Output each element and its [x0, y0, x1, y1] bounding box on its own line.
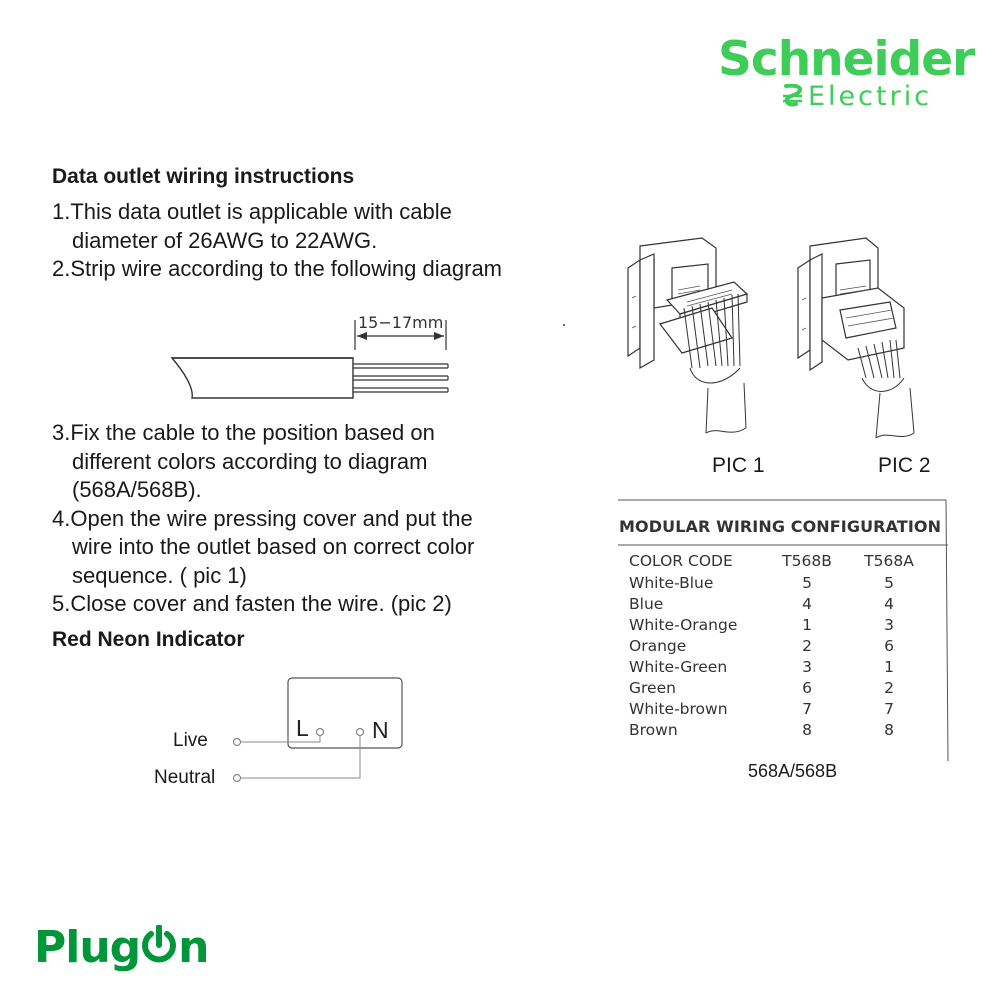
neutral-label: Neutral — [154, 767, 216, 788]
t568b-cell: 2 — [802, 636, 812, 655]
instruction-list-top — [52, 198, 502, 284]
table-row — [629, 572, 930, 593]
strip-wire-diagram — [160, 300, 580, 410]
color-cell: White-brown — [629, 699, 728, 718]
logo-symbol-icon — [780, 84, 806, 112]
instruction-1-line1: 1.This data outlet is applicable with cable — [52, 199, 452, 224]
plugon-text-left: Plug — [34, 922, 141, 973]
terminal-n-label: N — [372, 717, 389, 743]
t568a-cell: 3 — [884, 615, 894, 634]
t568a-cell: 2 — [884, 678, 894, 697]
instruction-list-bottom — [52, 419, 474, 619]
table-row — [629, 698, 930, 719]
live-label: Live — [173, 730, 208, 751]
t568a-cell: 1 — [884, 657, 894, 676]
schneider-electric-logo — [718, 32, 975, 116]
table-row — [629, 635, 930, 656]
t568a-cell: 8 — [884, 720, 894, 739]
t568b-cell: 6 — [802, 678, 812, 697]
t568a-cell: 7 — [884, 699, 894, 718]
t568b-cell: 3 — [802, 657, 812, 676]
t568b-cell: 1 — [802, 615, 812, 634]
t568b-cell: 4 — [802, 594, 812, 613]
table-row — [629, 593, 930, 614]
color-cell: Orange — [629, 636, 687, 655]
logo-subword: Electric — [808, 81, 933, 112]
wiring-table-title: MODULAR WIRING CONFIGURATION — [619, 517, 942, 536]
strip-length-label: 15−17mm — [358, 313, 444, 332]
instruction-4-line2: wire into the outlet based on correct color — [72, 534, 475, 559]
wiring-caption: 568A/568B — [748, 761, 838, 781]
plugon-text-right: n — [178, 922, 209, 973]
instruction-3-line3: (568A/568B). — [72, 477, 202, 502]
data-outlet-heading: Data outlet wiring instructions — [52, 165, 355, 188]
plugon-logo — [34, 922, 208, 973]
t568b-cell: 7 — [802, 699, 812, 718]
color-cell: Green — [629, 678, 676, 697]
table-row — [629, 677, 930, 698]
neon-indicator-heading: Red Neon Indicator — [52, 628, 245, 651]
wiring-table — [629, 550, 930, 740]
header-t568b: T568B — [782, 552, 832, 570]
header-t568a: T568A — [864, 552, 914, 570]
pic1-outlet-illustration — [612, 228, 782, 443]
t568b-cell: 8 — [802, 720, 812, 739]
pic1-label: PIC 1 — [712, 454, 765, 477]
terminal-l-label: L — [296, 715, 309, 741]
instruction-3-line2: different colors according to diagram — [72, 448, 428, 474]
instruction-3-line1: 3.Fix the cable to the position based on — [52, 420, 435, 445]
t568b-cell: 5 — [802, 573, 812, 592]
table-row — [629, 719, 930, 740]
instruction-5-line1: 5.Close cover and fasten the wire. (pic 2) — [52, 591, 452, 616]
color-cell: White-Blue — [629, 573, 714, 592]
table-row — [629, 614, 930, 635]
t568a-cell: 5 — [884, 573, 894, 592]
instruction-4-line3: sequence. ( pic 1) — [72, 562, 247, 588]
color-cell: Brown — [629, 720, 678, 739]
instruction-1-line2: diameter of 26AWG to 22AWG. — [72, 227, 378, 253]
logo-wordmark: Schneider — [718, 32, 975, 87]
pic2-label: PIC 2 — [878, 454, 931, 477]
t568a-cell: 4 — [884, 594, 894, 613]
t568a-cell: 6 — [884, 636, 894, 655]
instruction-2-line1: 2.Strip wire according to the following diagram — [52, 256, 503, 281]
color-cell: Blue — [629, 594, 664, 613]
instruction-4-line1: 4.Open the wire pressing cover and put the — [52, 505, 473, 531]
color-cell: White-Orange — [629, 615, 738, 634]
color-cell: White-Green — [629, 657, 728, 676]
table-row — [629, 656, 930, 677]
header-color-code: COLOR CODE — [629, 552, 733, 570]
wiring-table-header-row — [629, 550, 930, 572]
power-icon — [141, 925, 177, 965]
pic2-outlet-illustration — [780, 228, 950, 443]
